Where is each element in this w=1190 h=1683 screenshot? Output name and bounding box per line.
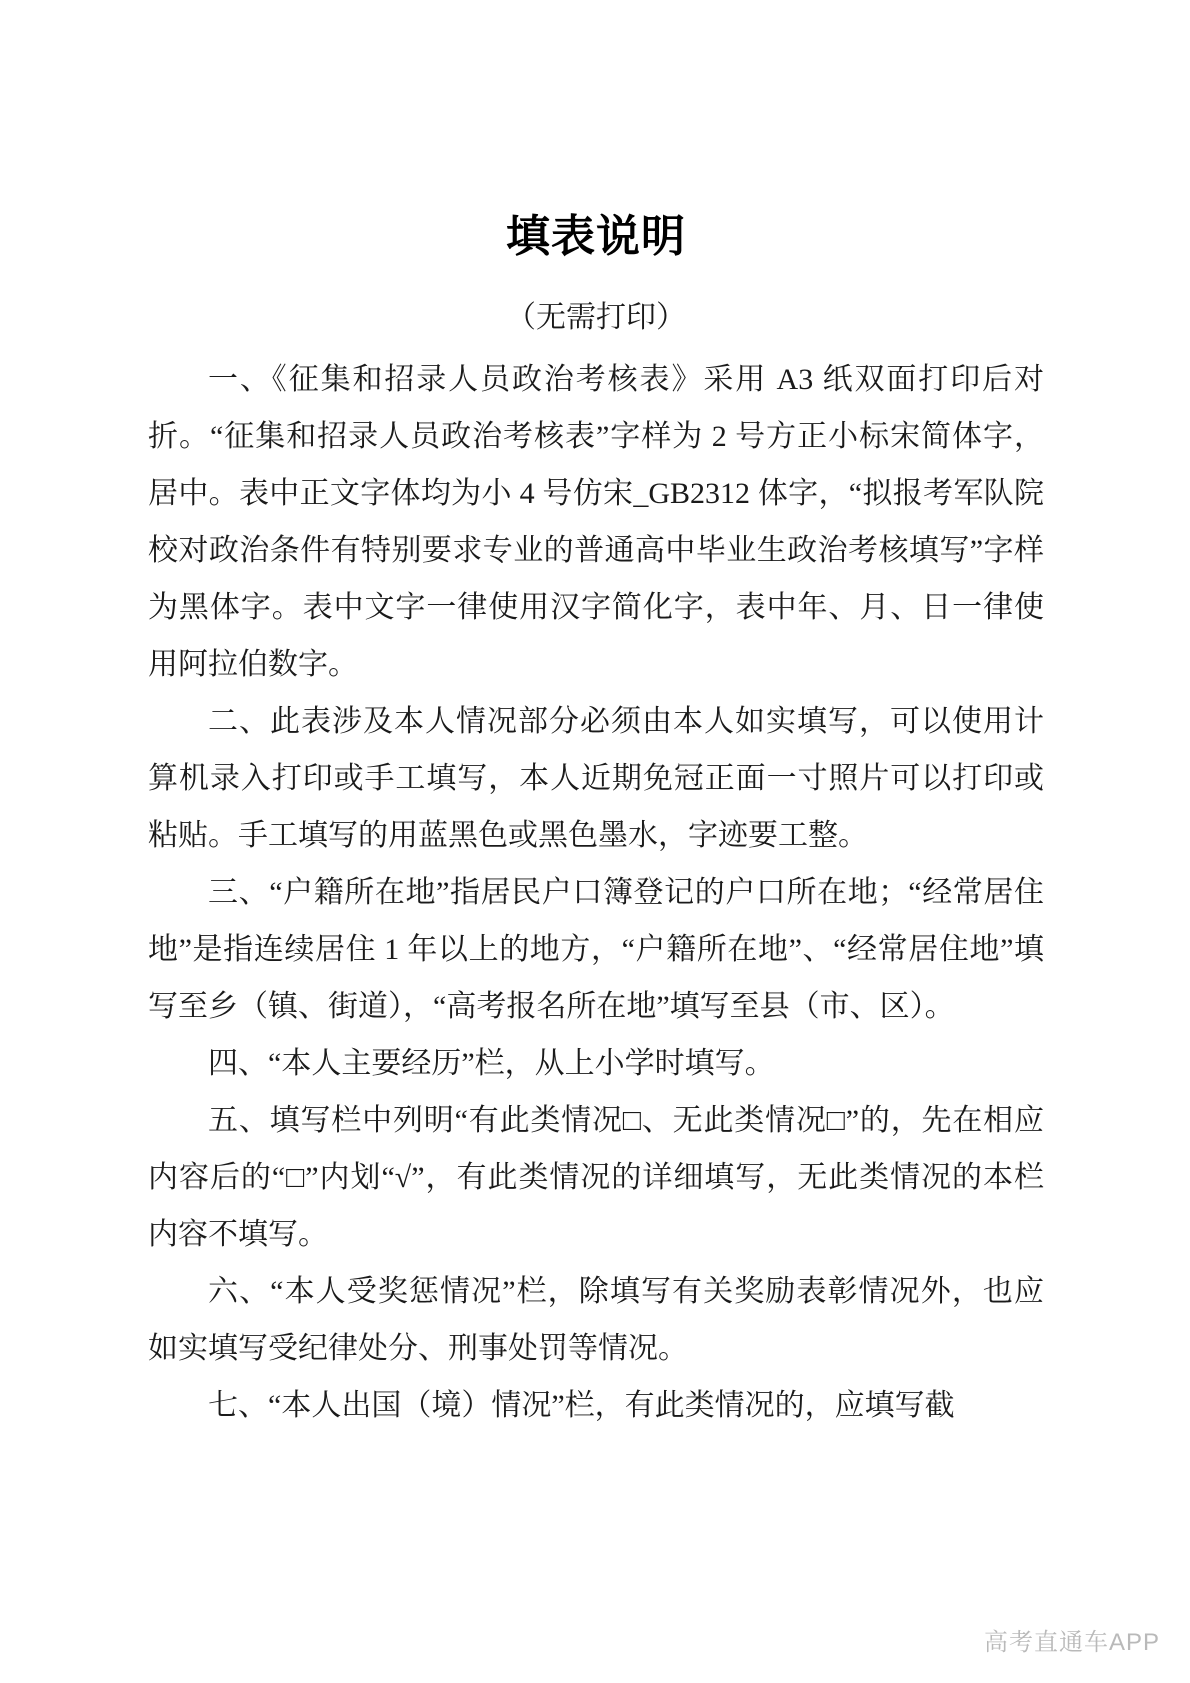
paragraph-instruction-2: 二、此表涉及本人情况部分必须由本人如实填写，可以使用计算机录入打印或手工填写，本人近期免冠正面一寸照片可以打印或粘贴。手工填写的用蓝黑色或黑色墨水，字迹要工整。 [148, 705, 1044, 852]
paragraph-instruction-1: 一、《征集和招录人员政治考核表》采用 A3 纸双面打印后对折。“征集和招录人员政治考核表”字样为 2 号方正小标宋简体字，居中。表中正文字体均为小 4 号仿宋_GB2312 体字，“拟报考军队院校对政治条件有特别要求专业的普通高中毕业生政治考核填写”字样为黑体字。表中文字一律使用汉字简化字，表中年、月、日一律使用阿拉伯数字。 [148, 363, 1044, 681]
document-title: 填表说明 [506, 212, 686, 261]
paragraph-instruction-4: 四、“本人主要经历”栏，从上小学时填写。 [208, 1047, 775, 1080]
document-subtitle: （无需打印） [506, 301, 686, 334]
document-body [148, 351, 1044, 1434]
paragraph-instruction-5: 五、填写栏中列明“有此类情况□、无此类情况□”的，先在相应内容后的“□”内划“√”，有此类情况的详细填写，无此类情况的本栏内容不填写。 [148, 1104, 1044, 1251]
watermark-text: 高考直通车APP [983, 1629, 1160, 1656]
paragraph-instruction-3: 三、“户籍所在地”指居民户口簿登记的户口所在地；“经常居住地”是指连续居住 1 年以上的地方，“户籍所在地”、“经常居住地”填写至乡（镇、街道），“高考报名所在地”填写至县（市、区）。 [148, 876, 1044, 1023]
paragraph-instruction-7: 七、“本人出国（境）情况”栏，有此类情况的，应填写截 [208, 1389, 955, 1422]
paragraph-instruction-6: 六、“本人受奖惩情况”栏，除填写有关奖励表彰情况外，也应如实填写受纪律处分、刑事处罚等情况。 [148, 1275, 1044, 1365]
